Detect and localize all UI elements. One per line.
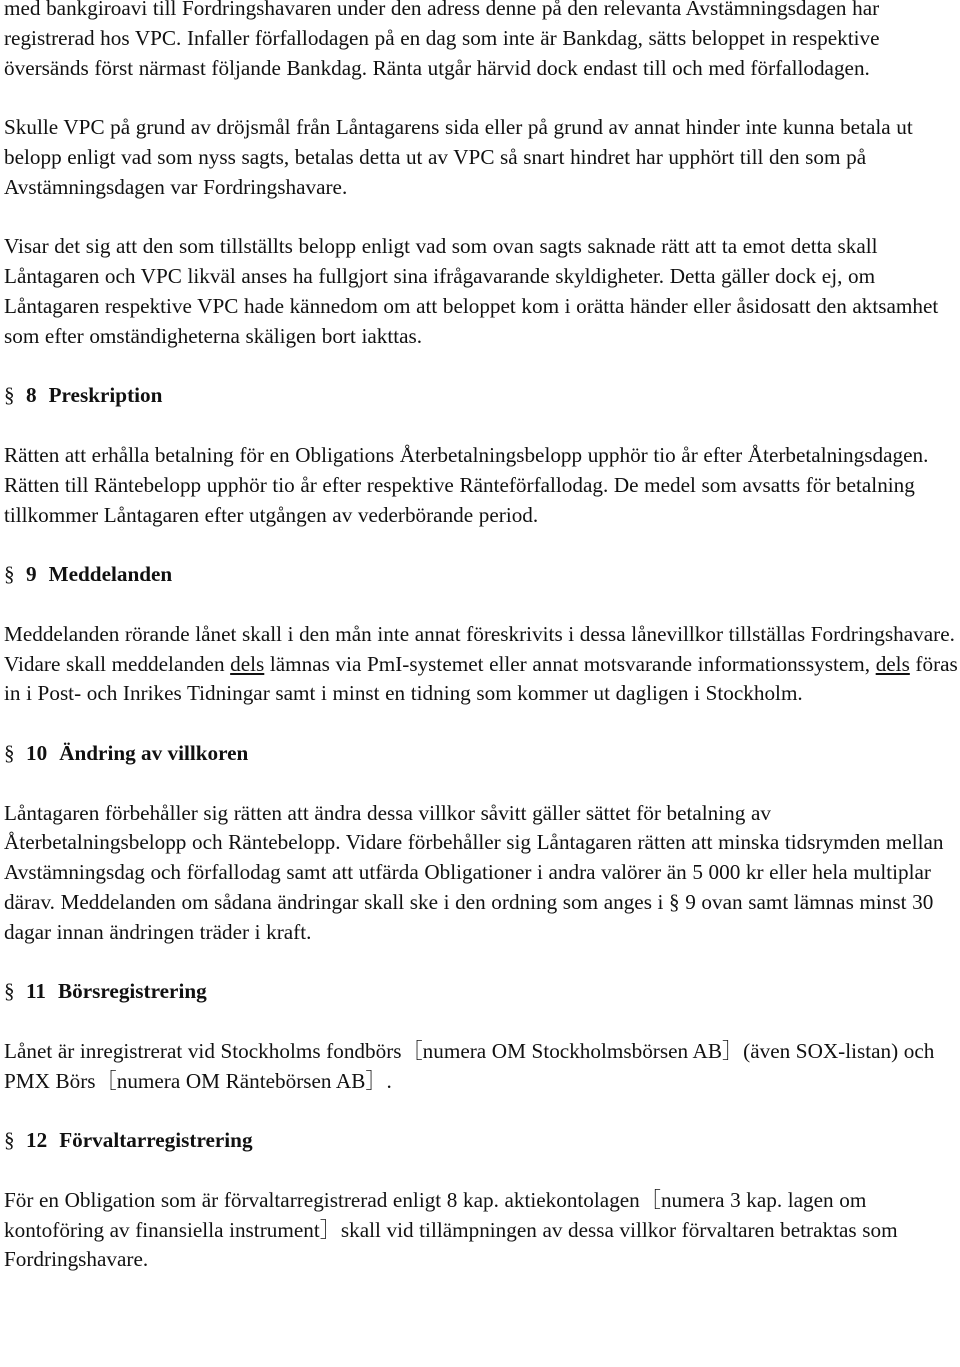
body-text: lämnas via PmI-systemet eller annat motsvarande informationssystem,	[264, 651, 876, 676]
paragraph-spacer	[4, 530, 958, 560]
underlined-word: dels	[875, 651, 910, 676]
section-heading-forvaltarregistrering	[4, 1126, 958, 1156]
paragraph-spacer	[4, 769, 958, 799]
paragraph-vpc-delay: Skulle VPC på grund av dröjsmål från Låntagarens sida eller på grund av annat hinder inte kunna betala ut belopp enligt vad som nyss sagts, betalas detta ut av VPC så snart hindret har upphört till den som på Avstämningsdagen var Fordringshavare.	[4, 115, 913, 199]
section-symbol: §	[4, 383, 15, 408]
section-title: Förvaltarregistrering	[59, 1128, 253, 1153]
document-page	[4, 0, 958, 1275]
section-body-forvaltarregistrering: För en Obligation som är förvaltarregistrerad enligt 8 kap. aktiekontolagen［numera 3 kap. lagen om kontoföring av finansiella instrument］skall vid tillämpningen av dessa villkor förvaltaren betraktas som Fordringshavare.	[4, 1187, 898, 1272]
body-text: föras in i Post- och Inrikes Tidningar samt i minst en tidning som kommer ut dagligen i Stockholm.	[4, 651, 958, 706]
paragraph-spacer	[4, 1007, 958, 1037]
paragraph-wrong-recipient: Visar det sig att den som tillställts belopp enligt vad som ovan sagts saknade rätt att ta emot detta skall Låntagaren och VPC likväl anses ha fullgjort sina ifrågavarande skyldigheter. Detta gäller dock ej, om Låntagaren respektive VPC hade kännedom om att beloppet kom i orätta händer eller åsidosatt den aktsamhet som efter omständigheterna skäligen bort iakttas.	[4, 234, 939, 348]
paragraph-spacer	[4, 1096, 958, 1126]
section-title: Meddelanden	[48, 562, 173, 587]
section-heading-borsregistrering	[4, 977, 958, 1007]
body-text: Meddelanden rörande lånet skall i den mån inte annat föreskrivits i dessa lånevillkor tillställas Fordringshavare. Vidare skall meddelanden	[4, 621, 955, 676]
paragraph-spacer	[4, 83, 958, 113]
section-symbol: §	[4, 979, 15, 1004]
paragraph-spacer	[4, 590, 958, 620]
section-number: 12	[26, 1128, 48, 1153]
paragraph-spacer	[4, 411, 958, 441]
paragraph-spacer	[4, 1156, 958, 1186]
section-title: Börsregistrering	[58, 979, 207, 1004]
section-title: Preskription	[48, 383, 163, 408]
section-symbol: §	[4, 562, 15, 587]
section-number: 8	[26, 383, 37, 408]
section-symbol: §	[4, 1128, 15, 1153]
paragraph-spacer	[4, 948, 958, 978]
section-heading-meddelanden	[4, 560, 958, 590]
section-number: 11	[26, 979, 47, 1004]
section-symbol: §	[4, 740, 15, 765]
section-body-meddelanden	[4, 620, 958, 709]
paragraph-spacer	[4, 709, 958, 739]
section-number: 9	[26, 562, 37, 587]
section-title: Ändring av villkoren	[59, 740, 249, 765]
paragraph-payment-continued: med bankgiroavi till Fordringshavaren under den adress denne på den relevanta Avstämningsdagen har registrerad hos VPC. Infaller förfallodagen på en dag som inte är Bankdag, sätts beloppet in respektive översänds först närmast följande Bankdag. Ränta utgår härvid dock endast till och med förfallodagen.	[4, 0, 880, 80]
paragraph-spacer	[4, 203, 958, 233]
section-number: 10	[26, 740, 48, 765]
section-body-preskription: Rätten att erhålla betalning för en Obligations Återbetalningsbelopp upphör tio år efter Återbetalningsdagen. Rätten till Räntebelopp upphör tio år efter respektive Ränteförfallodag. De medel som avsatts för betalning tillkommer Låntagaren efter utgången av vederbörande period.	[4, 442, 929, 527]
section-body-borsregistrering: Lånet är inregistrerat vid Stockholms fondbörs［numera OM Stockholmsbörsen AB］(även SOX-listan) och PMX Börs［numera OM Räntebörsen AB］.	[4, 1038, 935, 1093]
section-heading-andring	[4, 739, 958, 769]
section-body-andring: Låntagaren förbehåller sig rätten att ändra dessa villkor såvitt gäller sättet för betalning av Återbetalningsbelopp och Räntebelopp. Vidare förbehåller sig Låntagaren rätten att minska tidsrymden mellan Avstämningsdag och förfallodag samt att utfärda Obligationer i andra valörer än 5 000 kr eller hela multiplar därav. Meddelanden om sådana ändringar skall ske i den ordning som anges i § 9 ovan samt lämnas minst 30 dagar innan ändringen träder i kraft.	[4, 800, 944, 944]
section-heading-preskription	[4, 381, 958, 411]
paragraph-spacer	[4, 352, 958, 382]
underlined-word: dels	[230, 651, 265, 676]
